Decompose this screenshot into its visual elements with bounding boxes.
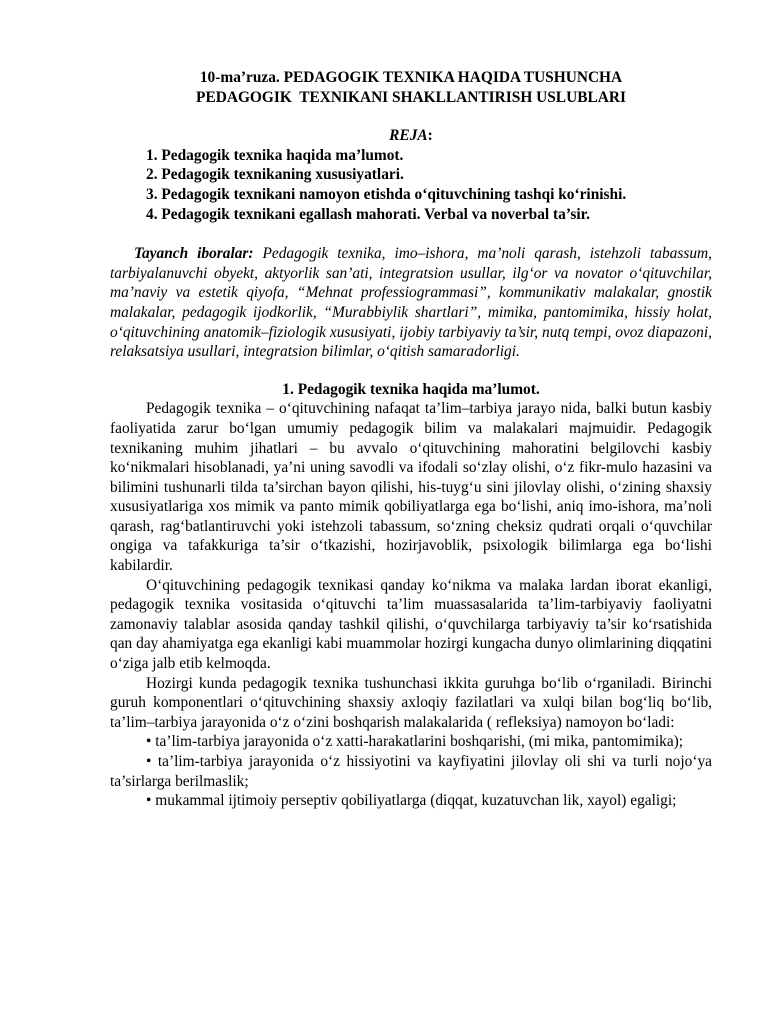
bullet-paragraph: • ta’lim-tarbiya jarayonida o‘z xatti-harakatlarini boshqarishi, (mi mika, pantomimika); [146,733,684,751]
plan-colon: : [427,127,433,145]
section-1-heading: 1. Pedagogik texnika haqida ma’lumot. [282,380,540,398]
key-terms-label: Tayanch iboralar: [134,245,254,263]
lecture-title-line-1: 10-ma’ruza. PEDAGOGIK TEXNIKA HAQIDA TUSHUNCHA [199,69,623,86]
body-paragraph: Pedagogik texnika – o‘qituvchining nafaqat ta’lim–tarbiya jarayo nida, balki butun kasbiy faoliyatida zarur bo‘lgan umumiy pedagogik bilim va malakalari majmuidir. Pedagogik texnikaning muhim jihatlari – bu avvalo o‘qituvchining mahoratini belgilovchi kasbiy ko‘nikmalari hisoblanadi, ya’ni uning savodli va ifodali so‘zlay olishi, o‘z fikr-mulo hazasini va bilimini tushunarli tilda ta’sirchan bayon qilishi, his-tuyg‘u sini jilovlay olishi, o‘zining shaxsiy xususiyatlariga xos mimik va panto mimik qobiliyatlarga ega bo‘lishi, aniq imo-ishora, ma’noli qarash, rag‘batlantiruvchi yoki istehzoli tabassum, so‘zning cheksiz qudrati orqali o‘quvchilar ongiga va tafakkuriga ta’sir o‘tkazishi, hozirjavoblik, psixologik bilimlarga ega bo‘lishi kabilardir. [110,400,712,575]
bullet-paragraph: • mukammal ijtimoiy perseptiv qobiliyatlarga (diqqat, kuzatuvchan lik, xayol) egaligi; [146,792,677,810]
document-page [110,68,712,811]
body-paragraph: O‘qituvchining pedagogik texnikasi qanday ko‘nikma va malaka lardan iborat ekanligi, pedagogik texnika vositasida o‘qituvchi ta’lim muassasalarida ta’lim-tarbiyaviy faoliyatni zamonaviy talablar asosida qanday tashkil qilishi, o‘quvchilarga tarbiyaviy ta’sir ko‘rsatishida qan day ahamiyatga ega ekanligi kabi muammolar hozirgi kungacha dunyo olimlarining diqqatini o‘ziga jalb etib kelmoqda. [110,576,712,673]
bullet-paragraph: • ta’lim-tarbiya jarayonida o‘z hissiyotini va kayfiyatini jilovlay oli shi va turli nojo‘ya ta’sirlarga berilmaslik; [110,753,712,790]
plan-heading [110,126,712,146]
plan-list [110,146,712,224]
plan-item: 3. Pedagogik texnikani namoyon etishda o‘qituvchining tashqi ko‘rinishi. [146,185,627,203]
lecture-title-line-2: PEDAGOGIK TEXNIKANI SHAKLLANTIRISH USLUBLARI [196,88,626,106]
key-terms-paragraph [110,244,712,362]
key-terms-text: Pedagogik texnika, imo–ishora, ma’noli qarash, istehzoli tabassum, tarbiyalanuvchi obyekt, aktyorlik san’ati, integratsion usullar, ilg‘or va novator o‘qituvchilar, ma’naviy va estetik qiyofa, “Mehnat professiogrammasi”, kommunikativ malakalar, gnostik malakalar, pedagogik ijodkorlik, “Murabbiylik shartlari”, mimika, pantomimika, hissiy holat, o‘qituvchining anatomik–fiziologik xususiyati, ijobiy tarbiyaviy ta’sir, nutq tempi, ovoz diapazoni, relaksatsiya usullari, integratsion bilimlar, o‘qitish samaradorligi. [110,245,712,361]
plan-item: 4. Pedagogik texnikani egallash mahorati. Verbal va noverbal ta’sir. [146,205,590,223]
plan-label: REJA [389,127,428,145]
body-paragraph: Hozirgi kunda pedagogik texnika tushunchasi ikkita guruhga bo‘lib o‘rganiladi. Birinchi guruh komponentlari o‘qituvchining shaxsiy axloqiy fazilatlari va xulqi bilan bog‘liq bo‘lib, ta’lim–tarbiya jarayonida o‘z o‘zini boshqarish malakalarida ( refleksiya) namoyon bo‘ladi: [110,674,712,731]
plan-item: 2. Pedagogik texnikaning xususiyatlari. [146,166,404,184]
plan-item: 1. Pedagogik texnika haqida ma’lumot. [146,146,404,164]
